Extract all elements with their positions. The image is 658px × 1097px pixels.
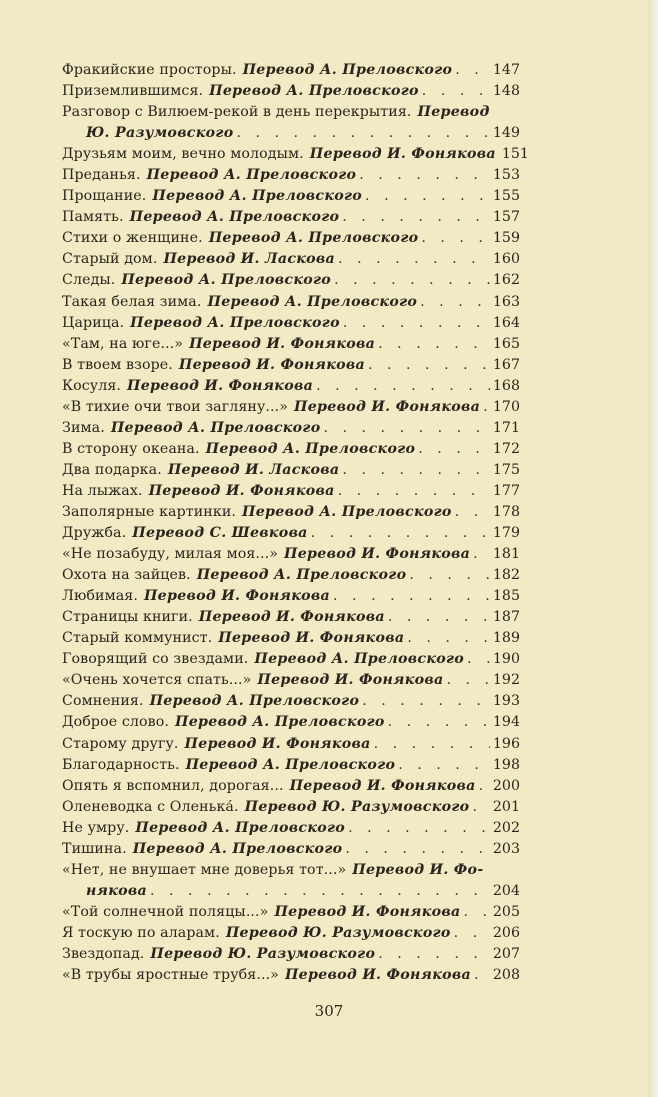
entry-translator: Перевод И. Фонякова	[289, 777, 476, 794]
entry-translator: Перевод И. Фонякова	[184, 735, 371, 752]
entry-page: 208	[492, 967, 520, 984]
dot-leader	[479, 776, 490, 797]
entry-title: «Нет, не внушает мне доверья тот...»	[62, 861, 347, 878]
entry-translator: Перевод А. Преловского	[242, 62, 453, 78]
entry-page: 147	[492, 62, 520, 78]
entry-translator: Перевод И. Фонякова	[178, 356, 365, 373]
entry-page: 177	[492, 482, 520, 499]
toc-entry	[62, 923, 520, 944]
entry-title: «В трубы яростные трубя...»	[62, 967, 279, 984]
entry-page: 167	[492, 356, 520, 373]
entry-title: Заполярные картинки.	[62, 503, 236, 520]
dot-leader	[342, 207, 490, 228]
entry-title: Опять я вспомнил, дорогая...	[62, 777, 284, 794]
entry-page: 189	[492, 630, 520, 647]
toc-entry	[62, 334, 520, 355]
entry-page: 172	[492, 440, 520, 457]
toc-entry	[62, 186, 520, 207]
entry-page: 162	[492, 272, 520, 289]
entry-page: 200	[492, 777, 520, 794]
dot-leader	[348, 818, 490, 839]
dot-leader	[455, 502, 490, 523]
toc-entry	[62, 712, 520, 733]
entry-translator: Перевод А. Преловского	[135, 819, 346, 836]
entry-title: Два подарка.	[62, 461, 162, 478]
entry-translator: Перевод А. Преловского	[129, 209, 340, 226]
entry-page: 202	[492, 819, 520, 836]
toc-entry	[62, 249, 520, 270]
entry-title: Благодарность.	[62, 756, 180, 773]
dot-leader	[388, 607, 490, 628]
entry-title: Фракийские просторы.	[62, 62, 237, 78]
entry-title: Старый коммунист.	[62, 630, 213, 647]
entry-title: Доброе слово.	[62, 714, 169, 731]
toc-entry	[62, 270, 520, 291]
dot-leader	[407, 628, 490, 649]
entry-page: 153	[492, 167, 520, 184]
table-of-contents	[62, 60, 529, 986]
entry-page: 205	[492, 903, 520, 920]
dot-leader	[467, 649, 490, 670]
toc-entry	[62, 965, 520, 986]
entry-page: 203	[492, 840, 520, 857]
toc-entry	[62, 144, 529, 165]
page-number: 307	[314, 1002, 344, 1020]
toc-entry	[62, 313, 520, 334]
toc-entry	[62, 776, 520, 797]
dot-leader	[338, 249, 490, 270]
entry-title: Разговор с Вилюем-рекой в день перекрытия.	[62, 104, 412, 121]
entry-title: Оленеводка с Оленька́.	[62, 798, 239, 815]
entry-translator: Перевод Ю. Разумовского	[244, 798, 470, 815]
dot-leader	[150, 881, 490, 902]
dot-leader	[365, 186, 490, 207]
entry-page: 198	[492, 756, 520, 773]
dot-leader	[378, 944, 490, 965]
entry-translator: Перевод С. Шевкова	[132, 525, 308, 542]
entry-translator: Перевод	[417, 104, 490, 121]
entry-page: 192	[492, 672, 520, 689]
entry-page: 207	[492, 945, 520, 962]
entry-page: 157	[492, 209, 520, 226]
dot-leader	[323, 418, 489, 439]
entry-title: «Той солнечной поляцы...»	[62, 903, 269, 920]
toc-entry	[62, 102, 520, 123]
entry-title: Царица.	[62, 314, 125, 331]
entry-title: Приземлившимся.	[62, 83, 204, 100]
entry-title: Память.	[62, 209, 124, 226]
entry-translator: Перевод А. Преловского	[130, 314, 340, 331]
dot-leader	[333, 586, 490, 607]
toc-entry	[62, 60, 520, 81]
entry-translator: Перевод И. Фонякова	[294, 398, 481, 415]
entry-title: На лыжах.	[62, 482, 143, 499]
entry-translator: Перевод И. Фонякова	[274, 903, 461, 920]
toc-entry	[62, 607, 520, 628]
entry-page: 171	[492, 419, 520, 436]
toc-entry	[62, 228, 520, 249]
entry-page: 168	[492, 377, 520, 394]
toc-entry	[62, 418, 520, 439]
entry-page: 165	[492, 335, 520, 352]
entry-title: Косуля.	[62, 377, 121, 394]
entry-title: В твоем взоре.	[62, 356, 173, 373]
entry-translator: Перевод И. Фонякова	[127, 377, 314, 394]
entry-translator: Перевод И. Фонякова	[309, 146, 496, 163]
entry-page: 148	[492, 83, 520, 100]
entry-translator: Перевод И. Фонякова	[189, 335, 376, 352]
toc-entry	[62, 649, 520, 670]
toc-entry	[62, 165, 520, 186]
entry-page: 185	[492, 588, 520, 605]
dot-leader	[421, 228, 490, 249]
dot-leader	[464, 902, 490, 923]
dot-leader	[342, 460, 489, 481]
toc-entry-continuation	[62, 881, 520, 902]
entry-title: Тишина.	[62, 840, 127, 857]
entry-translator: Перевод А. Преловского	[205, 440, 416, 457]
toc-entry	[62, 502, 520, 523]
entry-translator: Перевод И. Фонякова	[257, 672, 444, 689]
entry-title: Страницы книги.	[62, 609, 193, 626]
entry-title: Зима.	[62, 419, 105, 436]
toc-entry	[62, 839, 520, 860]
entry-translator: Перевод А. Преловского	[132, 840, 343, 857]
entry-translator: Перевод И. Фонякова	[198, 609, 385, 626]
entry-title: Говорящий со звездами.	[62, 651, 249, 668]
dot-leader	[311, 523, 490, 544]
toc-entry	[62, 818, 520, 839]
toc-entry	[62, 544, 520, 565]
entry-page: 187	[492, 609, 520, 626]
entry-translator: Перевод А. Преловского	[121, 272, 332, 289]
toc-entry	[62, 755, 520, 776]
entry-title: Не умру.	[62, 819, 130, 836]
toc-entry	[62, 944, 520, 965]
toc-entry	[62, 797, 520, 818]
entry-title: Дружба.	[62, 525, 127, 542]
entry-translator: Перевод А. Преловского	[207, 293, 418, 310]
entry-translator: Перевод А. Преловского	[208, 230, 419, 247]
entry-page: 182	[492, 567, 520, 584]
entry-page: 196	[492, 735, 520, 752]
entry-page: 160	[492, 251, 520, 268]
entry-page: 194	[492, 714, 520, 731]
entry-page: 179	[492, 525, 520, 542]
entry-title: Стихи о женщине.	[62, 230, 203, 247]
entry-title: Я тоскую по аларам.	[62, 924, 220, 941]
entry-translator-continued: Ю. Разумовского	[86, 125, 234, 142]
toc-entry	[62, 439, 520, 460]
entry-translator: Перевод И. Фо-	[352, 861, 484, 878]
dot-leader	[316, 376, 490, 397]
entry-title: Прощание.	[62, 188, 147, 205]
entry-translator: Перевод И. Фонякова	[284, 546, 471, 563]
entry-page: 175	[492, 461, 520, 478]
entry-translator: Перевод Ю. Разумовского	[225, 924, 451, 941]
entry-title: Старому другу.	[62, 735, 179, 752]
toc-entry	[62, 691, 520, 712]
toc-entry	[62, 355, 520, 376]
dot-leader	[388, 712, 490, 733]
toc-entry	[62, 734, 520, 755]
dot-leader	[473, 544, 490, 565]
entry-translator: Перевод И. Ласкова	[167, 461, 340, 478]
dot-leader	[343, 313, 490, 334]
entry-title: Сомнения.	[62, 693, 144, 710]
toc-entry	[62, 292, 520, 313]
dot-leader	[359, 165, 490, 186]
toc-entry	[62, 628, 520, 649]
toc-entry	[62, 670, 520, 691]
entry-translator: Перевод А. Преловского	[146, 167, 357, 184]
entry-page: 206	[492, 924, 520, 941]
entry-title: В сторону океана.	[62, 440, 200, 457]
entry-translator: Перевод А. Преловского	[242, 503, 452, 520]
entry-translator: Перевод А. Преловского	[110, 419, 321, 436]
dot-leader	[345, 839, 490, 860]
dot-leader	[362, 691, 490, 712]
entry-page: 149	[492, 125, 520, 142]
entry-translator: Перевод И. Фонякова	[148, 482, 335, 499]
entry-page: 163	[492, 293, 520, 310]
toc-entry	[62, 481, 520, 502]
entry-translator: Перевод Ю. Разумовского	[150, 945, 376, 962]
dot-leader	[374, 734, 490, 755]
toc-entry	[62, 860, 520, 881]
toc-entry	[62, 207, 520, 228]
entry-translator: Перевод И. Ласкова	[163, 251, 336, 268]
dot-leader	[455, 60, 490, 81]
entry-page: 178	[492, 503, 520, 520]
entry-title: Друзьям моим, вечно молодым.	[62, 146, 304, 163]
entry-title: Преданья.	[62, 167, 141, 184]
dot-leader	[454, 923, 490, 944]
entry-translator: Перевод А. Преловского	[196, 567, 407, 584]
dot-leader	[334, 270, 490, 291]
entry-translator: Перевод А. Преловского	[254, 651, 465, 668]
dot-leader	[474, 965, 490, 986]
entry-title: Звездопад.	[62, 945, 145, 962]
entry-title: Следы.	[62, 272, 116, 289]
entry-page: 159	[492, 230, 520, 247]
entry-title: «Очень хочется спать...»	[62, 672, 252, 689]
entry-translator: Перевод И. Фонякова	[143, 588, 331, 605]
toc-entry	[62, 460, 520, 481]
dot-leader	[368, 355, 490, 376]
entry-translator: Перевод А. Преловского	[185, 756, 396, 773]
dot-leader	[236, 123, 489, 144]
entry-page: 201	[492, 798, 520, 815]
entry-translator: Перевод И. Фонякова	[284, 967, 472, 984]
toc-entry	[62, 397, 520, 418]
page-edge	[648, 0, 658, 1097]
toc-entry	[62, 586, 520, 607]
toc-entry	[62, 376, 520, 397]
entry-title: «Там, на юге...»	[62, 335, 184, 352]
dot-leader	[418, 439, 490, 460]
toc-entry	[62, 565, 520, 586]
toc-entry	[62, 81, 520, 102]
dot-leader	[398, 755, 490, 776]
dot-leader	[420, 292, 490, 313]
toc-entry	[62, 523, 520, 544]
entry-page: 170	[492, 398, 520, 415]
entry-title: Любимая.	[62, 588, 138, 605]
entry-translator: Перевод А. Преловского	[209, 83, 419, 100]
entry-title: «В тихие очи твои загляну...»	[62, 398, 289, 415]
entry-translator-continued: някова	[86, 882, 148, 899]
entry-translator: Перевод И. Фонякова	[218, 630, 405, 647]
entry-translator: Перевод А. Преловского	[149, 693, 360, 710]
entry-page: 155	[492, 188, 520, 205]
dot-leader	[338, 481, 490, 502]
entry-title: Старый дом.	[62, 251, 158, 268]
entry-page: 164	[492, 314, 520, 331]
entry-page: 193	[492, 693, 520, 710]
dot-leader	[409, 565, 490, 586]
toc-entry	[62, 902, 520, 923]
entry-page: 190	[492, 651, 520, 668]
entry-translator: Перевод А. Преловского	[175, 714, 385, 731]
dot-leader	[483, 397, 490, 418]
toc-entry-continuation	[62, 123, 520, 144]
entry-page: 151	[501, 146, 529, 163]
entry-title: «Не позабуду, милая моя...»	[62, 546, 279, 563]
entry-translator: Перевод А. Преловского	[152, 188, 363, 205]
entry-page: 181	[492, 546, 520, 563]
entry-title: Охота на зайцев.	[62, 567, 191, 584]
entry-page: 204	[492, 882, 520, 899]
dot-leader	[446, 670, 489, 691]
entry-title: Такая белая зима.	[62, 293, 202, 310]
dot-leader	[422, 81, 490, 102]
dot-leader	[378, 334, 490, 355]
dot-leader	[472, 797, 489, 818]
